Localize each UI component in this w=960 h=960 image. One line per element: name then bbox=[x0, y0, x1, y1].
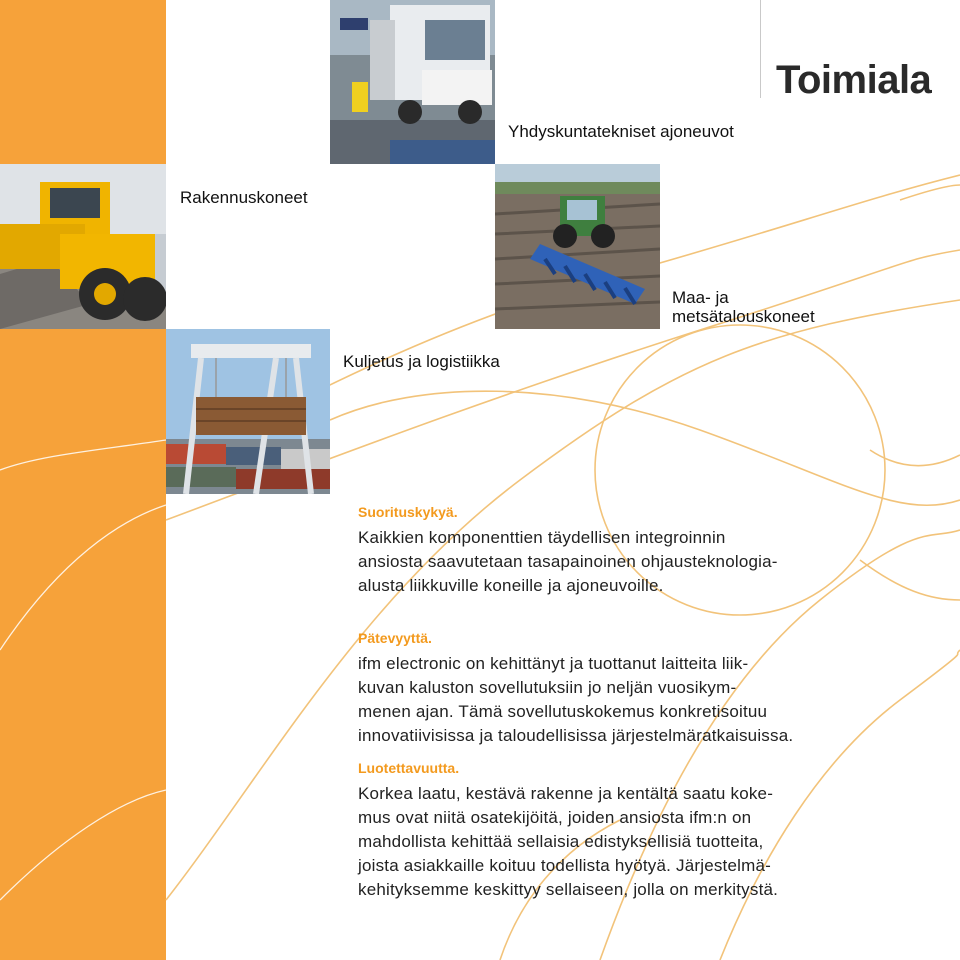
body-line: kuvan kaluston sovellutuksiin jo neljän vuosikym- bbox=[358, 678, 737, 697]
section-heading-competence: Pätevyyttä. bbox=[358, 630, 432, 646]
body-line: joista asiakkaille koituu todellista hyötyä. Järjestelmä- bbox=[358, 856, 771, 875]
section-body-performance bbox=[358, 526, 858, 598]
section-heading-performance: Suorituskykyä. bbox=[358, 504, 458, 520]
body-line: innovatiivisissa ja taloudellisissa järjestelmäratkaisuissa. bbox=[358, 726, 794, 745]
body-line: ifm electronic on kehittänyt ja tuottanut laitteita liik- bbox=[358, 654, 749, 673]
caption-agri-line2: metsätalouskoneet bbox=[672, 307, 815, 326]
body-line: Kaikkien komponenttien täydellisen integroinnin bbox=[358, 528, 726, 547]
caption-agri-forestry bbox=[672, 288, 815, 326]
section-heading-reliability: Luotettavuutta. bbox=[358, 760, 460, 776]
container-crane-photo bbox=[166, 329, 330, 494]
section-body-reliability bbox=[358, 782, 858, 902]
tractor-photo bbox=[495, 164, 660, 329]
body-line: alusta liikkuville koneille ja ajoneuvoille. bbox=[358, 576, 664, 595]
body-line: mus ovat niitä osatekijöitä, joiden ansiosta ifm:n on bbox=[358, 808, 752, 827]
caption-agri-line1: Maa- ja bbox=[672, 288, 729, 307]
title-divider bbox=[760, 0, 761, 98]
caption-construction: Rakennuskoneet bbox=[180, 188, 308, 207]
page-title: Toimiala bbox=[776, 58, 932, 102]
utility-vehicle-photo bbox=[330, 0, 495, 164]
caption-utility-vehicles: Yhdyskuntatekniset ajoneuvot bbox=[508, 122, 734, 141]
wheel-loader-photo bbox=[0, 164, 166, 329]
body-line: ansiosta saavutetaan tasapainoinen ohjausteknologia- bbox=[358, 552, 778, 571]
body-line: Korkea laatu, kestävä rakenne ja kentältä saatu koke- bbox=[358, 784, 774, 803]
body-line: menen ajan. Tämä sovellutuskokemus konkretisoituu bbox=[358, 702, 768, 721]
section-body-competence bbox=[358, 652, 858, 748]
body-line: mahdollista kehittää sellaisia edistyksellisiä tuotteita, bbox=[358, 832, 764, 851]
caption-transport-logistics: Kuljetus ja logistiikka bbox=[343, 352, 500, 371]
body-line: kehityksemme keskittyy sellaiseen, jolla on merkitystä. bbox=[358, 880, 779, 899]
